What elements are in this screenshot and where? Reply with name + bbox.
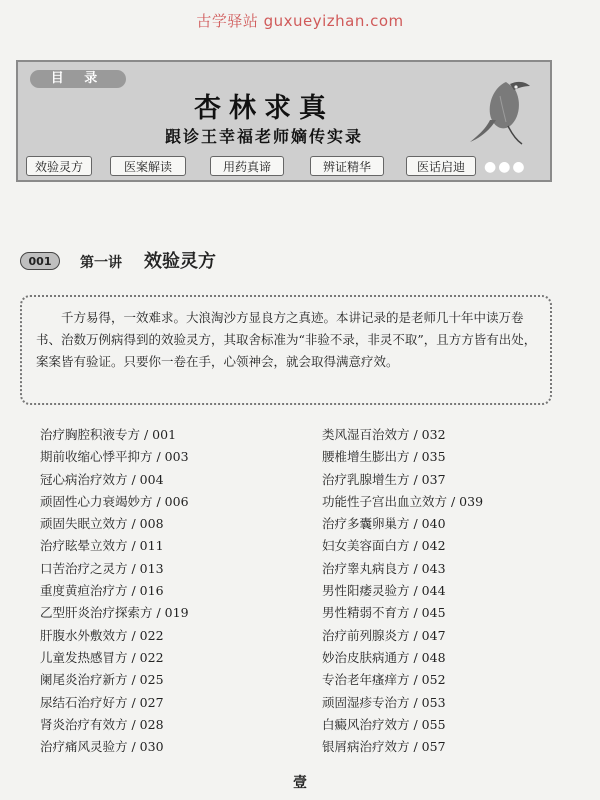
toc-entry[interactable]: 顽固失眠立效方 / 008 [40,516,164,532]
toc-entry[interactable]: 治疗胸腔积液专方 / 001 [40,427,177,442]
watermark: 古学驿站 guxueyizhan.com [196,12,404,30]
toc-entry[interactable]: 口苦治疗之灵方 / 013 [40,560,164,576]
toc-entry[interactable]: 白癜风治疗效方 / 055 [322,716,446,732]
toc-entry[interactable]: 儿童发热感冒方 / 022 [40,649,164,665]
toc-entry[interactable]: 顽固湿疹专治方 / 053 [322,694,446,710]
book-banner [16,60,552,182]
chapter-number-badge: 001 [20,252,60,270]
toc-entry[interactable]: 男性阳痿灵验方 / 044 [322,583,446,599]
toc-entry[interactable]: 阑尾炎治疗新方 / 025 [40,672,164,688]
more-dots-icon: ●●● [484,159,527,175]
intro-paragraph: 千方易得，一效难求。大浪淘沙方显良方之真迹。本讲记录的是老师几十年中读万卷书、治数万例病得到的效验灵方，其取舍标准为“非验不录，非灵不取”，且方方皆有出处，案案皆有验证。只要你一卷在手，心领神会，就会取得满意疗效。 [20,295,552,405]
page-number: 壹 [293,775,307,791]
toc-entry[interactable]: 肝腹水外敷效方 / 022 [40,627,164,643]
toc-entry[interactable]: 治疗睾丸病良方 / 043 [322,560,446,576]
toc-entry[interactable]: 功能性子宫出血立效方 / 039 [322,493,484,509]
toc-entry[interactable]: 期前收缩心悸平抑方 / 003 [40,449,189,465]
toc-entry[interactable]: 妙治皮肤病通方 / 048 [322,649,446,665]
toc-entry[interactable]: 治疗眩晕立效方 / 011 [40,538,164,554]
tab-formulas[interactable]: 效验灵方 [26,156,92,176]
toc-entry[interactable]: 男性精弱不育方 / 045 [322,605,446,621]
chapter-lead: 第一讲 [80,255,122,271]
toc-entry[interactable]: 腰椎增生膨出方 / 035 [322,449,446,465]
toc-entry[interactable]: 尿结石治疗好方 / 027 [40,694,164,710]
toc-entry[interactable]: 重度黄疸治疗方 / 016 [40,583,164,599]
chapter-title: 效验灵方 [144,251,216,272]
toc-entry[interactable]: 治疗多囊卵巢方 / 040 [322,516,446,532]
toc-entry[interactable]: 类风湿百治效方 / 032 [322,427,446,442]
toc-entry[interactable]: 顽固性心力衰竭妙方 / 006 [40,493,189,509]
toc-list-right [322,424,483,758]
toc-label: 目 录 [30,70,126,88]
toc-entry[interactable]: 治疗前列腺炎方 / 047 [322,627,446,643]
tab-differentiation[interactable]: 辨证精华 [310,156,384,176]
toc-entry[interactable]: 银屑病治疗效方 / 057 [322,739,446,755]
book-subtitle: 跟诊王幸福老师嫡传实录 [164,127,363,146]
toc-entry[interactable]: 治疗痛风灵验方 / 030 [40,739,164,755]
toc-entry[interactable]: 专治老年瘙痒方 / 052 [322,672,446,688]
bird-illustration-icon [466,76,540,146]
toc-entry[interactable]: 乙型肝炎治疗探索方 / 019 [40,605,189,621]
tab-medication[interactable]: 用药真谛 [210,156,284,176]
toc-entry[interactable]: 妇女美容面白方 / 042 [322,538,446,554]
book-title: 杏林求真 [194,93,334,124]
tab-case-analysis[interactable]: 医案解读 [110,156,186,176]
toc-entry[interactable]: 冠心病治疗效方 / 004 [40,471,164,487]
toc-list-left [40,424,189,758]
toc-entry[interactable]: 肾炎治疗有效方 / 028 [40,716,164,732]
tab-medical-talks[interactable]: 医话启迪 [406,156,476,176]
toc-entry[interactable]: 治疗乳腺增生方 / 037 [322,471,446,487]
